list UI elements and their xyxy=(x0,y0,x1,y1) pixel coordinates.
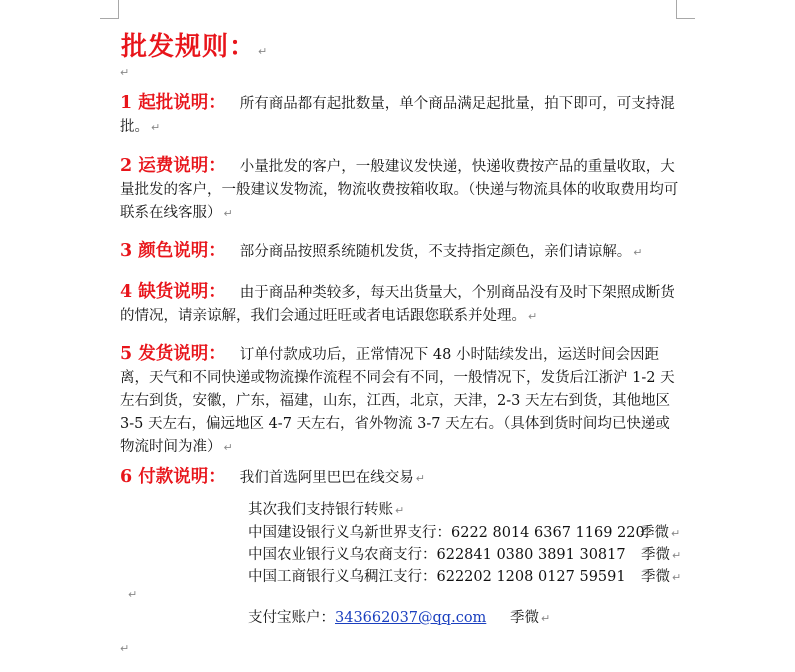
section-text: 订单付款成功后，正常情况下 48 小时陆续发出，运送时间会因距离，天气和不同快递或物流操作流程不同会有不同，一般情况下，发货后江浙沪 1-2 天左右到货，安徽，广东，福建，山东，江西，北京，天津，2-3 天左右到货，其他地区 3-5 天左右，偏远地区 4-7 天左右，省外物流 3-7 天左右。（具体到货时间均已快递或物流时间为准） xyxy=(120,347,675,455)
section-text: 小量批发的客户，一般建议发快递，快递收费按产品的重量收取，大量批发的客户，一般建议发物流，物流收费按箱收取。（快递与物流具体的收取费用均可联系在线客服） xyxy=(120,159,679,221)
section-payment xyxy=(120,466,680,490)
alipay-account-link[interactable]: 343662037@qq.com xyxy=(335,610,487,626)
bank-transfer-intro: 其次我们支持银行转账 ↵ xyxy=(248,502,405,518)
crop-mark-top-right xyxy=(676,0,695,19)
paragraph-mark-icon: ↵ xyxy=(128,588,138,601)
section-delivery xyxy=(120,343,680,459)
paragraph-mark-icon: ↵ xyxy=(528,310,538,323)
paragraph-mark-icon: ↵ xyxy=(120,642,130,655)
bank-account-row xyxy=(248,521,645,542)
section-heading: 3 颜色说明： xyxy=(120,241,226,261)
paragraph-mark-icon: ↵ xyxy=(672,571,682,584)
paragraph-mark-icon: ↵ xyxy=(258,45,269,58)
account-holder: 季微 ↵ xyxy=(641,547,682,563)
paragraph-mark-icon: ↵ xyxy=(671,527,681,540)
paragraph-mark-icon: ↵ xyxy=(223,441,233,454)
bank-account-row xyxy=(248,543,626,564)
section-heading: 5 发货说明： xyxy=(120,344,226,364)
paragraph-mark-icon: ↵ xyxy=(223,207,233,220)
section-text: 部分商品按照系统随机发货，不支持指定颜色，亲们请谅解。 xyxy=(239,244,632,260)
paragraph-mark-icon: ↵ xyxy=(120,66,130,79)
section-heading: 2 运费说明： xyxy=(120,156,226,176)
paragraph-mark-icon: ↵ xyxy=(395,504,405,517)
section-text: 我们首选阿里巴巴在线交易 xyxy=(239,470,414,486)
section-heading: 4 缺货说明： xyxy=(120,282,226,302)
alipay-account-holder: 季微 ↵ xyxy=(510,610,551,626)
section-shipping-fee xyxy=(120,155,680,225)
paragraph-mark-icon: ↵ xyxy=(151,121,161,134)
account-holder: 季微 ↵ xyxy=(641,569,682,585)
section-heading: 1 起批说明： xyxy=(120,93,226,113)
bank-account-number: 622841 0380 3891 30817 xyxy=(436,547,626,563)
bank-account-number: 622202 1208 0127 59591 xyxy=(436,569,626,585)
bank-name: 中国工商银行义乌稠江支行： xyxy=(248,569,437,585)
bank-account-row xyxy=(248,565,626,586)
bank-name: 中国农业银行义乌农商支行： xyxy=(248,547,437,563)
section-out-of-stock xyxy=(120,281,680,328)
account-holder: 季微 ↵ xyxy=(640,525,681,541)
bank-account-number: 6222 8014 6367 1169 220 xyxy=(451,525,645,541)
section-min-order xyxy=(120,92,680,139)
bank-name: 中国建设银行义乌新世界支行： xyxy=(248,525,451,541)
paragraph-mark-icon: ↵ xyxy=(541,612,551,625)
alipay-label: 支付宝账户： xyxy=(248,610,335,626)
section-text: 由于商品种类较多，每天出货量大，个别商品没有及时下架照成断货的情况，请亲谅解，我们会通过旺旺或者电话跟您联系并处理。 xyxy=(120,285,675,324)
crop-mark-top-left xyxy=(100,0,119,19)
paragraph-mark-icon: ↵ xyxy=(633,246,643,259)
section-text: 所有商品都有起批数量，单个商品满足起批量，拍下即可，可支持混批。 xyxy=(120,96,675,135)
paragraph-mark-icon: ↵ xyxy=(672,549,682,562)
alipay-row xyxy=(248,606,486,627)
paragraph-mark-icon: ↵ xyxy=(415,472,425,485)
section-heading: 6 付款说明： xyxy=(120,467,226,487)
section-color xyxy=(120,240,680,264)
document-title: 批发规则： ↵ xyxy=(121,32,269,62)
